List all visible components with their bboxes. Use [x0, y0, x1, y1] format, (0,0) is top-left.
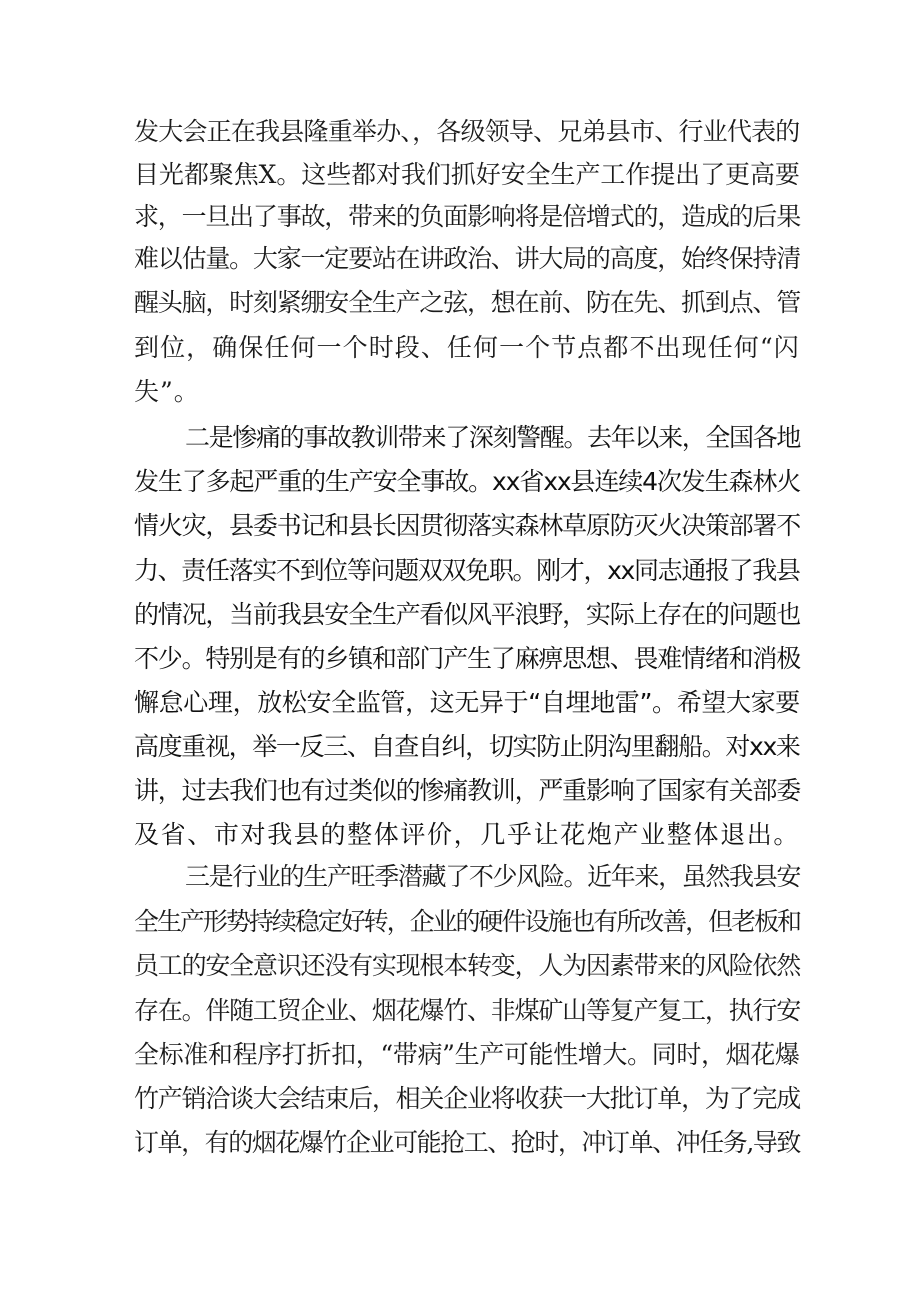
p3-line-3: 员工的安全意识还没有实现根本转变，人为因素带来的风险依然 [134, 951, 801, 980]
p2-line-4: 力、责任落实不到位等问题双双免职。刚才，xx同志通报了我县 [134, 556, 800, 585]
p1-line-3: 求，一旦出了事故，带来的负面影响将是倍增式的，造成的后果 [134, 202, 801, 231]
p2-line-2: 发生了多起严重的生产安全事故。xx省xx县连续4次发生森林火 [134, 467, 801, 496]
p3-line-5: 全标准和程序打折扣，“带病”生产可能性增大。同时，烟花爆 [134, 1040, 800, 1069]
p2-line-7: 懈怠心理，放松安全监管，这无异于“自埋地雷”。希望大家要 [134, 688, 800, 717]
p2-line-6: 不少。特别是有的乡镇和部门产生了麻痹思想、畏难情绪和消极 [134, 644, 801, 673]
p2-line-5: 的情况，当前我县安全生产看似风平浪野，实际上存在的问题也 [134, 600, 801, 629]
p1-line-5: 醒头脑，时刻紧绷安全生产之弦，想在前、防在先、抓到点、管 [134, 288, 801, 317]
p3-line-2: 全生产形势持续稳定好转，企业的硬件设施也有所改善，但老板和 [134, 907, 801, 936]
p2-line-1: 二是惨痛的事故教训带来了深刻警醒。去年以来，全国各地 [185, 423, 801, 452]
p3-line-7: 订单，有的烟花爆竹企业可能抢工、抢时，冲订单、冲任务,导致 [134, 1128, 800, 1157]
p1-line-7: 失”。 [134, 377, 200, 406]
p1-line-1: 发大会正在我县隆重举办、，各级领导、兄弟县市、行业代表的 [134, 117, 800, 146]
p3-line-6: 竹产销洽谈大会结束后，相关企业将收获一大批订单，为了完成 [134, 1084, 801, 1113]
p1-line-6: 到位，确保任何一个时段、任何一个节点都不出现任何“闪 [134, 333, 800, 362]
p2-line-3: 情火灾，县委书记和县长因贯彻落实森林草原防灭火决策部署不 [134, 511, 801, 540]
p2-line-10: 及省、市对我县的整体评价，几乎让花炮产业整体退出。 [134, 820, 801, 849]
p2-line-9: 讲，过去我们也有过类似的惨痛教训，严重影响了国家有关部委 [134, 776, 801, 805]
p1-line-2: 目光都聚焦X。这些都对我们抓好安全生产工作提出了更高要 [134, 160, 800, 189]
p2-line-8: 高度重视，举一反三、自查自纠，切实防止阴沟里翻船。对xx来 [134, 732, 800, 761]
p3-line-1: 三是行业的生产旺季潜藏了不少风险。近年来，虽然我县安 [185, 862, 801, 891]
p3-line-4: 存在。伴随工贸企业、烟花爆竹、非煤矿山等复产复工，执行安 [134, 996, 801, 1025]
p1-line-4: 难以估量。大家一定要站在讲政治、讲大局的高度，始终保持清 [134, 244, 801, 273]
